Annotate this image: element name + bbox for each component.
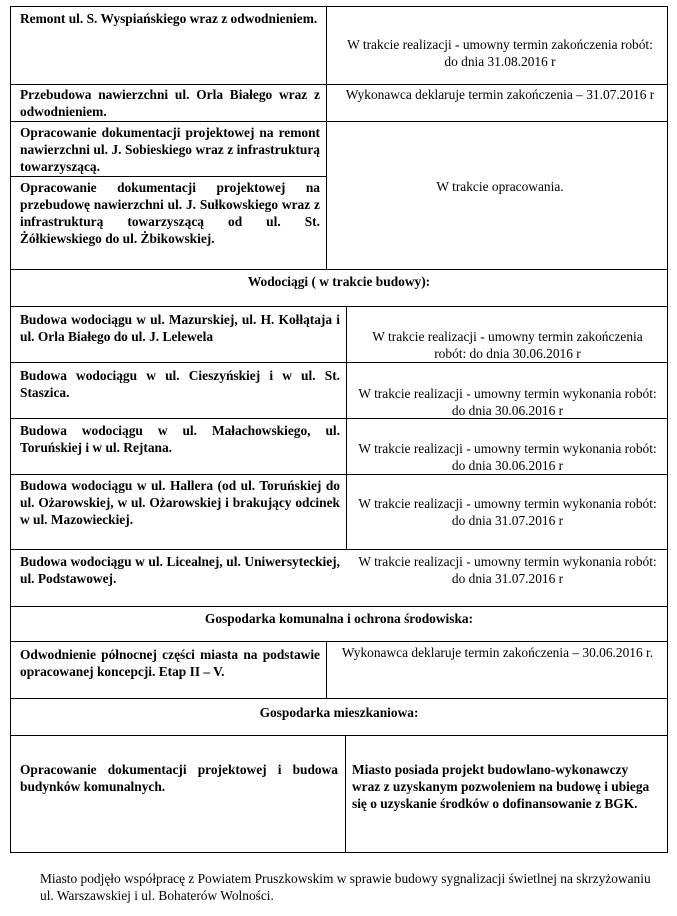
status-cell — [355, 440, 660, 474]
status-cell — [355, 553, 660, 587]
task-cell — [20, 422, 340, 456]
status-text: W trakcie realizacji - umowny termin wykonania robót: do dnia 31.07.2016 r — [358, 554, 657, 586]
task-cell — [20, 86, 320, 120]
row-divider — [10, 606, 668, 607]
status-text: W trakcie realizacji - umowny termin zakończenia robót: do dnia 31.08.2016 r — [347, 37, 653, 69]
task-text: Budowa wodociągu w ul. Mazurskiej, ul. H. Kołłątaja i ul. Orla Białego do ul. J. Lelewela — [20, 312, 340, 344]
status-text: W trakcie realizacji - umowny termin zakończenia robót: do dnia 30.06.2016 r — [372, 329, 643, 361]
row-divider — [10, 549, 668, 550]
column-divider — [326, 6, 327, 269]
section-heading-text: Wodociągi ( w trakcie budowy): — [247, 274, 431, 289]
task-cell — [20, 553, 340, 587]
status-cell — [355, 495, 660, 529]
task-text: Opracowanie dokumentacji projektowej na remont nawierzchni ul. J. Sobieskiego wraz z infrastrukturą towarzyszącą. — [20, 125, 320, 174]
task-text: Remont ul. S. Wyspiańskiego wraz z odwodnieniem. — [20, 11, 318, 26]
section-heading-environment — [10, 610, 668, 627]
task-text: Budowa wodociągu w ul. Cieszyńskiej i w ul. St. Staszica. — [20, 368, 340, 400]
task-text: Budowa wodociągu w ul. Małachowskiego, ul. Toruńskiej i w ul. Rejtana. — [20, 423, 340, 455]
section-heading-water — [10, 273, 668, 290]
status-text: Wykonawca deklaruje termin zakończenia – 30.06.2016 r. — [341, 645, 654, 660]
row-divider — [10, 306, 668, 307]
section-heading-text: Gospodarka mieszkaniowa: — [259, 705, 419, 720]
row-divider — [10, 641, 668, 642]
status-text: Miasto posiada projekt budowlano-wykonawczy wraz z uzyskanym pozwoleniem na budowę i ubiega się o uzyskanie środków o dofinansowanie z BGK. — [352, 762, 650, 811]
table-border — [10, 6, 11, 852]
task-cell — [20, 124, 320, 175]
row-divider — [10, 84, 668, 85]
task-text: Opracowanie dokumentacji projektowej i budowa budynków komunalnych. — [20, 762, 338, 794]
task-cell — [20, 367, 340, 401]
task-cell — [20, 761, 338, 795]
row-divider — [10, 474, 668, 475]
column-divider — [346, 306, 347, 549]
row-divider — [10, 362, 668, 363]
status-cell — [340, 178, 660, 195]
row-divider — [10, 698, 668, 699]
section-heading-housing — [10, 704, 668, 721]
footer-note: Miasto podjęło współpracę z Powiatem Pruszkowskim w sprawie budowy sygnalizacji świetlnej na skrzyżowaniu ul. Warszawskiej i ul. Bohaterów Wolności. — [40, 871, 651, 903]
task-cell — [20, 311, 340, 345]
status-cell — [335, 644, 660, 661]
task-cell — [20, 10, 320, 27]
section-heading-text: Gospodarka komunalna i ochrona środowiska: — [204, 611, 474, 626]
status-text: W trakcie realizacji - umowny termin wykonania robót: do dnia 31.07.2016 r — [358, 496, 657, 528]
table-border — [10, 6, 668, 7]
task-cell — [20, 179, 320, 247]
status-text: W trakcie realizacji - umowny termin wykonania robót: do dnia 30.06.2016 r — [358, 386, 657, 418]
column-divider — [345, 735, 346, 852]
status-cell — [340, 36, 660, 70]
task-text: Budowa wodociągu w ul. Licealnej, ul. Uniwersyteckiej, ul. Podstawowej. — [20, 554, 340, 586]
status-cell — [355, 385, 660, 419]
task-cell — [20, 477, 340, 528]
status-text: W trakcie realizacji - umowny termin wykonania robót: do dnia 30.06.2016 r — [358, 441, 657, 473]
row-divider — [10, 121, 668, 122]
status-cell — [355, 328, 660, 362]
row-divider — [10, 176, 326, 177]
task-text: Odwodnienie północnej części miasta na podstawie opracowanej koncepcji. Etap II – V. — [20, 647, 320, 679]
status-text: Wykonawca deklaruje termin zakończenia – 31.07.2016 r — [345, 87, 655, 102]
task-text: Budowa wodociągu w ul. Hallera (od ul. Toruńskiej do ul. Ożarowskiej, w ul. Ożarowskiej i brakujący odcinek w ul. Mazowieckiej. — [20, 478, 340, 527]
status-cell — [340, 86, 660, 103]
column-divider — [326, 641, 327, 698]
task-text: Opracowanie dokumentacji projektowej na przebudowę nawierzchni ul. J. Sułkowskiego wraz z infrastrukturą towarzyszącą od ul. St. Żółkiewskiego do ul. Żbikowskiej. — [20, 180, 320, 246]
status-cell — [352, 761, 657, 812]
status-text: W trakcie opracowania. — [436, 179, 564, 194]
row-divider — [10, 269, 668, 270]
table-border — [667, 6, 668, 852]
table-border — [10, 852, 668, 853]
row-divider — [10, 735, 668, 736]
task-text: Przebudowa nawierzchni ul. Orla Białego wraz z odwodnieniem. — [20, 87, 320, 119]
task-cell — [20, 646, 320, 680]
